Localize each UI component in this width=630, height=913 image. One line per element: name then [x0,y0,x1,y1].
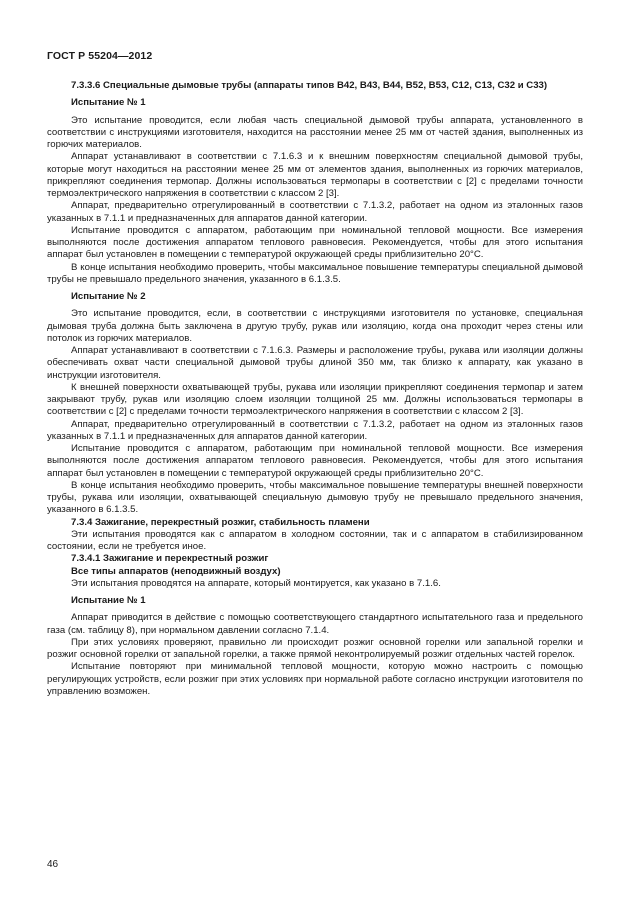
test-3-label: Испытание № 1 [71,595,146,606]
page-content [47,80,583,698]
test2-paragraph: Аппарат устанавливают в соответствии с 7.1.6.3. Размеры и расположение трубы, рукава или изоляции должны обеспечивать охват части специальной дымовой трубы длиной 350 мм, так близко к аппарату, как указано в инструкции изготовителя. [47,345,583,381]
test2-paragraph: В конце испытания необходимо проверить, чтобы максимальное повышение температуры внешней поверхности трубы, рукава или изоляции, охватывающей специальную дымовую трубу не превышало предельного значения, указанного в 6.1.3.5. [47,479,583,516]
page-number: 46 [47,859,59,870]
test1-paragraph: Испытание проводится с аппаратом, работающим при номинальной тепловой мощности. Все измерения выполняются после достижения аппаратом теплового равновесия. Рекомендуется, чтобы для этого испытания аппарат был установлен в помещении с температурой окружающей среды приблизительно 20°С. [47,224,583,261]
test2-paragraph: Это испытание проводится, если, в соответствии с инструкциями изготовителя по установке, специальная дымовая труба должна быть заключена в другую трубу, рукав или изоляцию, когда она проходит через стены или потолок из горючих материалов. [47,308,583,344]
all-types-paragraph: Эти испытания проводятся на аппарате, который монтируется, как указано в 7.1.6. [71,577,441,589]
test1-paragraph: В конце испытания необходимо проверить, чтобы максимальное повышение температуры специальной дымовой трубы не превышало предельного значения, указанного в 6.1.3.5. [47,261,583,285]
subheading-all-types: Все типы аппаратов (неподвижный воздух) [71,565,281,577]
test2-paragraph: Аппарат, предварительно отрегулированный в соответствии с 7.1.3.2, работает на одном из эталонных газов указанных в 7.1.1 и предназначенных для аппаратов данной категории. [47,418,583,442]
test1-paragraph: Это испытание проводится, если любая часть специальной дымовой трубы аппарата, установленного в соответствии с инструкциями изготовителя, находится на расстоянии менее 25 мм от частей здания, выполненных из горючих материалов. [47,114,583,150]
test2-paragraph: Испытание проводится с аппаратом, работающим при номинальной тепловой мощности. Все измерения выполняются после достижения аппаратом теплового равновесия. Рекомендуется, чтобы для этого испытания аппарат был установлен в помещении с температурой окружающей среды приблизительно 20°С. [47,443,583,479]
section-title-7336: 7.3.3.6 Специальные дымовые трубы (аппараты типов B42, B43, B44, B52, B53, C12, C13, C32 и C33) [71,80,548,91]
test-1-label: Испытание № 1 [71,97,146,109]
section-734-paragraph: Эти испытания проводятся как с аппаратом в холодном состоянии, так и с аппаратом в стабилизированном состоянии, если не требуется иное. [47,528,583,552]
page-header-standard: ГОСТ Р 55204—2012 [47,50,153,62]
section-heading-7341: 7.3.4.1 Зажигание и перекрестный розжиг [71,553,269,565]
test1-paragraph: Аппарат устанавливают в соответствии с 7.1.6.3 и к внешним поверхностям специальной дымовой трубы, которые могут находиться на расстоянии менее 25 мм от элементов здания, выполненных из горючих материалов, прикрепляют соединения термопар. Должны использоваться термопары в соответствии с [2] с пределами точности термоэлектрического напряжения в соответствии с классом 2 [3]. [47,151,583,199]
test3-paragraph: Испытание повторяют при минимальной тепловой мощности, которую можно настроить с помощью регулирующих устройств, если розжиг при этих условиях при нормальной работе согласно инструкции изготовителя по управлению возможен. [47,661,583,697]
test1-paragraph: Аппарат, предварительно отрегулированный в соответствии с 7.1.3.2, работает на одном из эталонных газов указанных в 7.1.1 и предназначенных для аппаратов данной категории. [47,200,583,224]
section-heading-734: 7.3.4 Зажигание, перекрестный розжиг, стабильность пламени [71,516,370,528]
test-2-label: Испытание № 2 [71,291,146,302]
test2-paragraph: К внешней поверхности охватывающей трубы, рукава или изоляции прикрепляют соединения термопар и затем закрывают трубу, рукав или изоляцию слоем изоляции толщиной 25 мм. Должны использоваться термопары в соответствии с [2] с пределами точности термоэлектрического напряжения в соответствии с классом 2 [3]. [47,381,583,418]
test3-paragraph: Аппарат приводится в действие с помощью соответствующего стандартного испытательного газа и предельного газа (см. таблицу 8), при нормальном давлении согласно 7.1.4. [47,612,583,636]
test3-paragraph: При этих условиях проверяют, правильно ли происходит розжиг основной горелки или запальной горелки и розжиг основной горелки от запальной горелки, а также прямой неконтролируемый розжиг отдельных частей горелок. [47,636,583,660]
